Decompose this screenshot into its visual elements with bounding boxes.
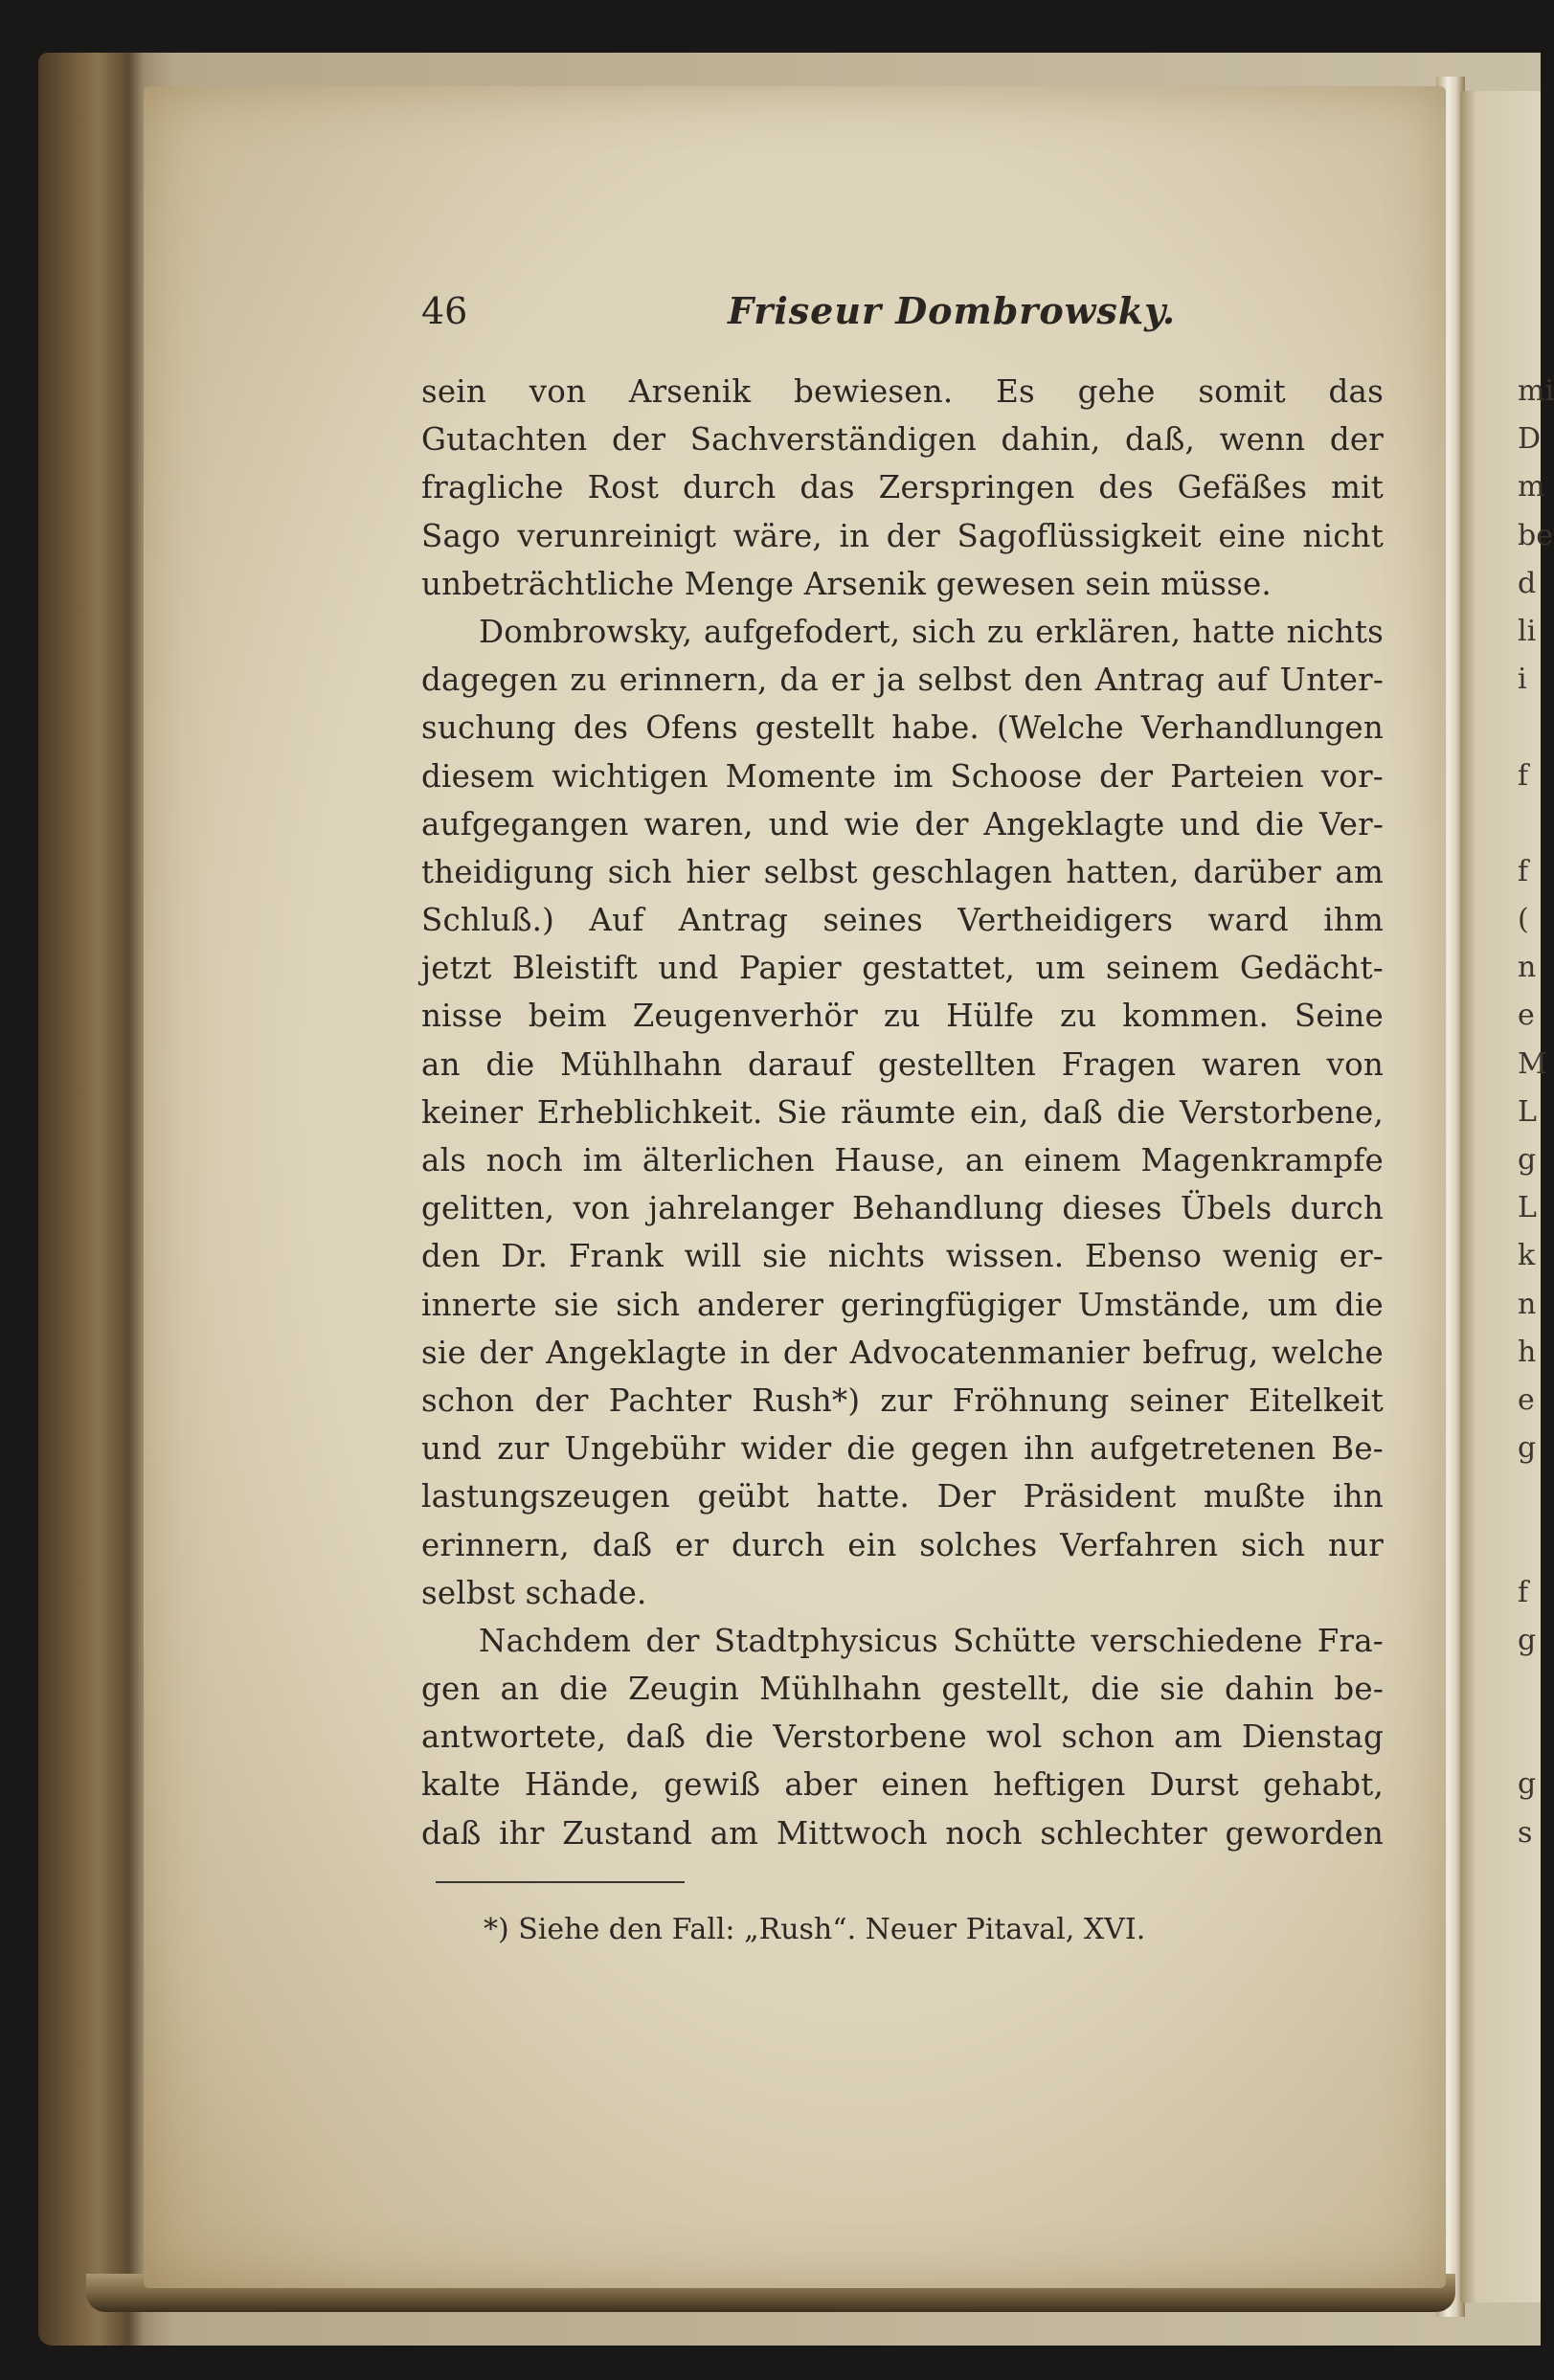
text-line: aufgegangen waren, und wie der Angeklagte und die Ver- (421, 805, 1384, 842)
text-line: fragliche Rost durch das Zerspringen des Gefäßes mit (421, 469, 1384, 506)
text-line: an die Mühlhahn darauf gestellten Fragen waren von (421, 1045, 1384, 1083)
text-line: unbeträchtliche Menge Arsenik gewesen sein müsse. (421, 565, 1272, 602)
text-line: Nachdem der Stadtphysicus Schütte verschiedene Fra- (479, 1622, 1384, 1659)
facing-page-fragment: n (1518, 951, 1537, 985)
text-line: und zur Ungebühr wider die gegen ihn aufgetretenen Be- (421, 1430, 1384, 1468)
text-line: erinnern, daß er durch ein solches Verfahren sich nur (421, 1526, 1384, 1563)
facing-page-fragment (1518, 1665, 1541, 1713)
facing-page-fragment: be (1518, 518, 1553, 552)
facing-page-fragment: k (1518, 1239, 1536, 1273)
text-line: daß ihr Zustand am Mittwoch noch schlechter geworden (421, 1814, 1384, 1852)
facing-page-fragment: D (1518, 422, 1542, 457)
facing-page-fragment: mi (1518, 374, 1554, 408)
text-line: sein von Arsenik bewiesen. Es gehe somit das (421, 373, 1384, 410)
running-title: Friseur Dombrowsky. (728, 289, 1177, 332)
facing-page-fragment: e (1518, 999, 1535, 1033)
facing-page-fragment: ( (1518, 903, 1529, 937)
facing-page-fragment: f (1518, 854, 1529, 888)
facing-page-fragment: f (1518, 758, 1529, 793)
text-line: suchung des Ofens gestellt habe. (Welche Verhandlungen (421, 709, 1384, 747)
text-line: Schluß.) Auf Antrag seines Vertheidigers ward ihm (421, 902, 1384, 939)
facing-page-fragment: i (1518, 662, 1527, 697)
text-line: Dombrowsky, aufgefodert, sich zu erklären, hatte nichts (479, 613, 1384, 650)
facing-page-fragment: li (1518, 614, 1537, 648)
text-line: kalte Hände, gewiß aber einen heftigen Durst gehabt, (421, 1766, 1384, 1804)
facing-page-fragment: g (1518, 1143, 1537, 1177)
text-line: keiner Erheblichkeit. Sie räumte ein, daß die Verstorbene, (421, 1093, 1384, 1131)
facing-page-fragment: e (1518, 1382, 1535, 1417)
facing-page-fragment: L (1518, 1191, 1537, 1225)
text-line: dagegen zu erinnern, da er ja selbst den Antrag auf Unter- (421, 662, 1384, 699)
facing-page-fragment (1518, 800, 1541, 848)
facing-page-fragment (1518, 1472, 1541, 1520)
facing-page-fragment: n (1518, 1287, 1537, 1321)
text-line: Gutachten der Sachverständigen dahin, daß, wenn der (421, 421, 1384, 459)
text-line: lastungszeugen geübt hatte. Der Präsident mußte ihn (421, 1478, 1384, 1516)
text-line: sie der Angeklagte in der Advocatenmanier befrug, welche (421, 1334, 1384, 1371)
facing-page-fragment: f (1518, 1575, 1529, 1609)
facing-page-fragment: g (1518, 1623, 1537, 1657)
text-line: schon der Pachter Rush*) zur Fröhnung seiner Eitelkeit (421, 1381, 1384, 1419)
text-line: als noch im älterlichen Hause, an einem Magenkrampfe (421, 1142, 1384, 1179)
text-line: selbst schade. (421, 1574, 647, 1611)
text-line: Sago verunreinigt wäre, in der Sagoflüssigkeit eine nicht (421, 517, 1384, 554)
text-line: den Dr. Frank will sie nichts wissen. Ebenso wenig er- (421, 1238, 1384, 1275)
facing-page-fragment (1518, 1521, 1541, 1569)
facing-page-fragment: s (1518, 1815, 1533, 1850)
facing-page-fragment: g (1518, 1767, 1537, 1802)
text-line: innerte sie sich anderer geringfügiger Umstände, um die (421, 1286, 1384, 1323)
facing-page-text-fragments (1518, 368, 1554, 1857)
page-number: 46 (421, 290, 468, 332)
facing-page-fragment: d (1518, 566, 1537, 600)
text-line: gelitten, von jahrelanger Behandlung dieses Übels durch (421, 1190, 1384, 1227)
facing-page-fragment: h (1518, 1335, 1537, 1369)
page-header (421, 282, 1384, 340)
footnote-rule (436, 1881, 685, 1883)
text-line: gen an die Zeugin Mühlhahn gestellt, die sie dahin be- (421, 1671, 1384, 1708)
text-line: diesem wichtigen Momente im Schoose der Parteien vor- (421, 757, 1384, 795)
text-line: jetzt Bleistift und Papier gestattet, um seinem Gedächt- (421, 950, 1384, 987)
facing-page-fragment: M (1518, 1046, 1547, 1081)
facing-page-fragment: L (1518, 1094, 1537, 1129)
text-line: theidigung sich hier selbst geschlagen hatten, darüber am (421, 853, 1384, 890)
facing-page-fragment (1518, 704, 1541, 752)
text-line: nisse beim Zeugenverhör zu Hülfe zu kommen. Seine (421, 998, 1384, 1035)
body-text (421, 368, 1384, 1857)
footnote: *) Siehe den Fall: „Rush“. Neuer Pitaval, XVI. (484, 1913, 1146, 1946)
facing-page-fragment: m (1518, 470, 1545, 505)
text-line: antwortete, daß die Verstorbene wol schon am Dienstag (421, 1718, 1384, 1756)
facing-page-fragment (1518, 1713, 1541, 1761)
facing-page-fragment: g (1518, 1431, 1537, 1466)
